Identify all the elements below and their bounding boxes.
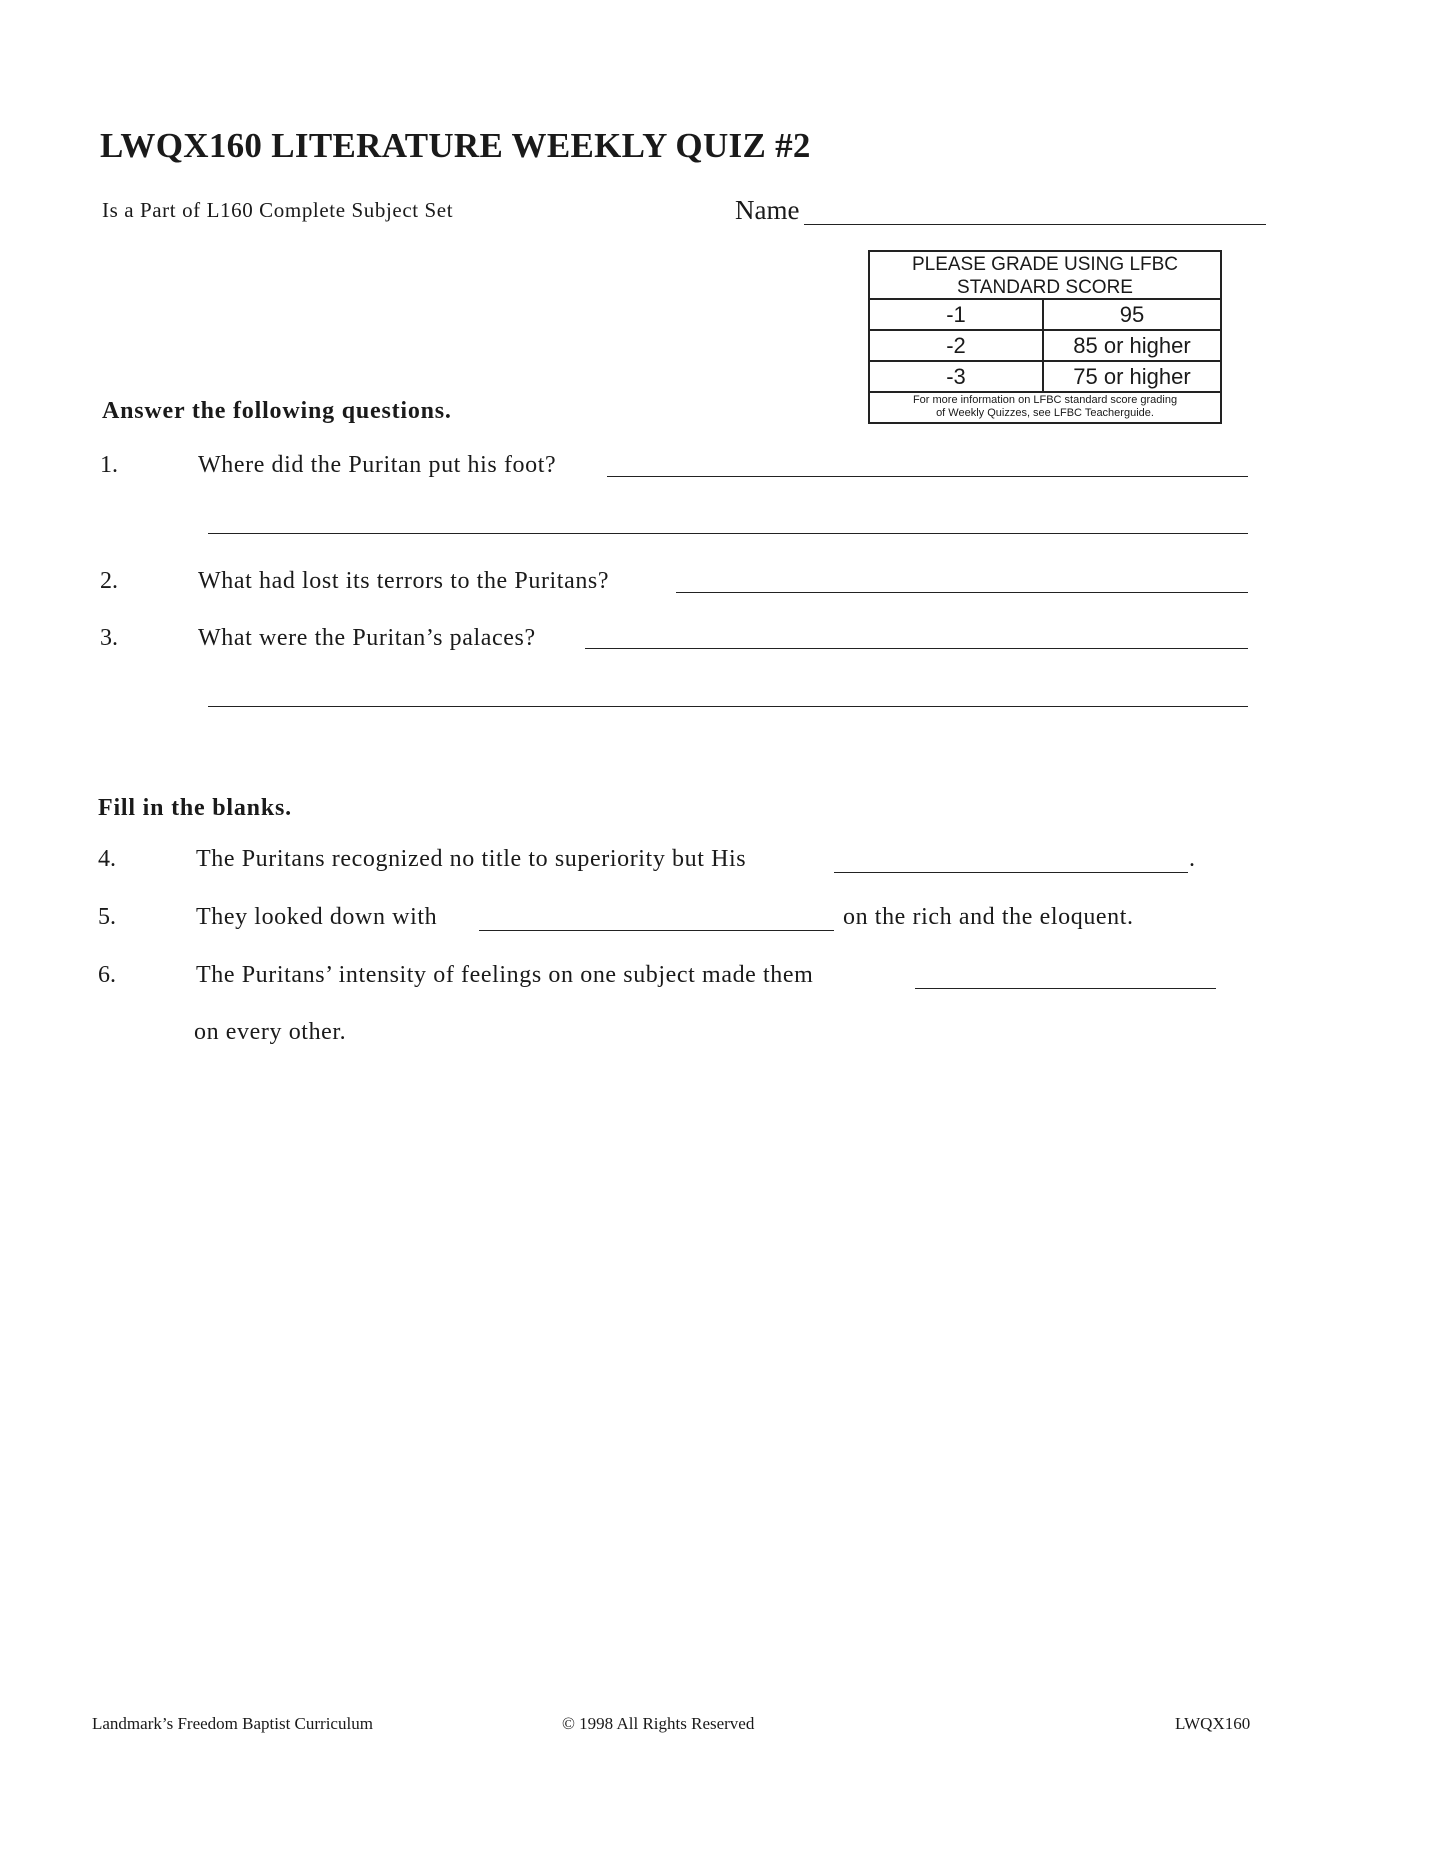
grading-deduction: -2 <box>870 331 1044 360</box>
name-field[interactable] <box>804 224 1266 225</box>
grading-note-line2: of Weekly Quizzes, see LFBC Teacherguide. <box>936 407 1154 419</box>
question-text: The Puritans recognized no title to superiority but His <box>196 846 747 872</box>
question-number: 2. <box>100 568 118 594</box>
footer-code: LWQX160 <box>1175 1714 1251 1733</box>
grading-note <box>870 393 1220 422</box>
question-text: The Puritans’ intensity of feelings on one subject made them <box>196 962 814 988</box>
grading-score: 95 <box>1119 302 1145 327</box>
grading-heading-line1: PLEASE GRADE USING LFBC <box>911 254 1179 275</box>
answer-line-3a[interactable] <box>585 648 1248 649</box>
answer-line-3b[interactable] <box>208 706 1248 707</box>
page-title: LWQX160 LITERATURE WEEKLY QUIZ #2 <box>100 126 811 165</box>
grading-score: 85 or higher <box>1073 333 1191 358</box>
grading-row <box>870 300 1220 331</box>
grading-heading-line2: STANDARD SCORE <box>957 277 1133 298</box>
grading-row <box>870 331 1220 362</box>
blank-line-5[interactable] <box>479 930 834 931</box>
section-heading-answer: Answer the following questions. <box>102 398 452 424</box>
question-number: 3. <box>100 625 118 651</box>
question-text: Where did the Puritan put his foot? <box>198 452 557 478</box>
question-text-before: They looked down with <box>196 904 438 930</box>
grading-deduction: -1 <box>870 300 1044 329</box>
question-text-after: on the rich and the eloquent. <box>843 904 1134 930</box>
footer-copyright: © 1998 All Rights Reserved <box>562 1714 755 1733</box>
question-number: 4. <box>98 846 116 872</box>
grading-deduction: -3 <box>870 362 1044 391</box>
question-text: What were the Puritan’s palaces? <box>198 625 536 651</box>
grading-note-line1: For more information on LFBC standard score grading <box>912 394 1178 406</box>
grading-box <box>868 250 1222 424</box>
question-end-period: . <box>1189 846 1196 872</box>
grading-score: 75 or higher <box>1073 364 1191 389</box>
question-number: 5. <box>98 904 116 930</box>
footer-publisher: Landmark’s Freedom Baptist Curriculum <box>92 1714 373 1733</box>
blank-line-4[interactable] <box>834 872 1188 873</box>
question-number: 6. <box>98 962 116 988</box>
answer-line-2[interactable] <box>676 592 1248 593</box>
grading-row <box>870 362 1220 393</box>
question-continuation: on every other. <box>194 1019 347 1045</box>
blank-line-6[interactable] <box>915 988 1216 989</box>
section-heading-fill: Fill in the blanks. <box>98 795 292 821</box>
grading-box-heading <box>870 252 1220 300</box>
answer-line-1b[interactable] <box>208 533 1248 534</box>
name-label: Name <box>735 195 800 225</box>
answer-line-1a[interactable] <box>607 476 1248 477</box>
question-text: What had lost its terrors to the Puritans? <box>198 568 610 594</box>
subtitle: Is a Part of L160 Complete Subject Set <box>102 198 454 222</box>
question-number: 1. <box>100 452 118 478</box>
